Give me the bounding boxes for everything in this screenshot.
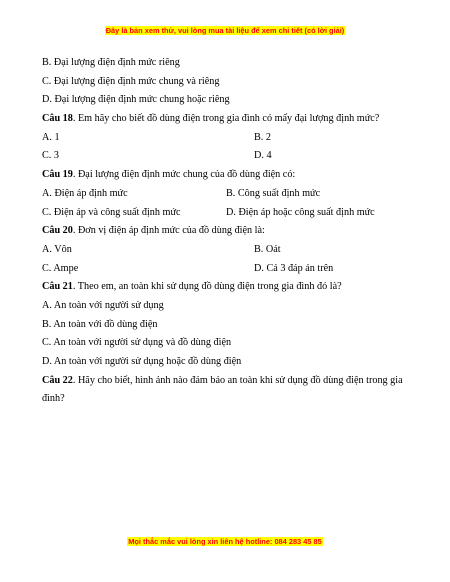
question-text: . Đại lượng điện định mức chung của đồ dùng điện có: [72, 169, 296, 181]
question-18 [42, 110, 412, 129]
options-row [42, 147, 412, 166]
question-text: . Hãy cho biết, hình ảnh nào đảm bảo an toàn khi sử dụng đồ dùng điện trong gia đình? [42, 374, 403, 405]
hotline-text: Mọi thắc mắc vui lòng xin liên hệ hotline: 084 283 45 85 [128, 537, 322, 546]
option-line: B. Đại lượng điện định mức riêng [42, 57, 180, 68]
options-row [42, 129, 412, 148]
option-c: C. Điện áp và công suất định mức [42, 206, 181, 218]
hotline-banner [0, 537, 450, 546]
option-c: C. An toàn với người sử dụng và đồ dùng điện [42, 337, 232, 349]
question-text: . Đơn vị điện áp định mức của đồ dùng điện là: [72, 225, 265, 237]
options-row [42, 185, 412, 204]
preview-notice-text: Đây là bản xem thử, vui lòng mua tài liệu để xem chi tiết (có lời giải) [105, 26, 345, 35]
options-row [42, 241, 412, 260]
option-a: A. An toàn với người sử dụng [42, 299, 164, 311]
question-number: Câu 21 [42, 281, 73, 293]
question-19 [42, 166, 412, 185]
question-number: Câu 19 [42, 169, 73, 181]
option-b: B. 2 [254, 131, 271, 143]
question-text: . Em hãy cho biết đồ dùng điện trong gia đình có mấy đại lượng định mức? [72, 113, 380, 125]
option-b: B. An toàn với đồ dùng điện [42, 318, 158, 330]
option-a: A. 1 [42, 131, 60, 143]
option-a: A. Điện áp định mức [42, 187, 128, 199]
question-22 [42, 372, 412, 409]
option-d: D. Cả 3 đáp án trên [254, 262, 334, 274]
option-c: C. Ampe [42, 262, 79, 274]
option-b: B. Công suất định mức [226, 187, 321, 199]
option-a: A. Vôn [42, 243, 72, 255]
option-b: B. Oát [254, 243, 281, 255]
option-d: D. Điện áp hoặc công suất định mức [226, 206, 375, 218]
options-row [42, 204, 412, 223]
option-line: D. Đại lượng điện định mức chung hoặc riêng [42, 94, 230, 106]
option-d: D. 4 [254, 150, 272, 162]
document-body [42, 54, 412, 409]
question-21 [42, 278, 412, 297]
question-20 [42, 222, 412, 241]
option-line: C. Đại lượng điện định mức chung và riêng [42, 75, 220, 87]
question-text: . Theo em, an toàn khi sử dụng đồ dùng điện trong gia đình đó là? [72, 281, 342, 293]
option-d: D. An toàn với người sử dụng hoặc đồ dùng điện [42, 356, 242, 367]
option-c: C. 3 [42, 150, 59, 162]
options-row [42, 260, 412, 279]
question-number: Câu 20 [42, 225, 73, 237]
question-number: Câu 22 [42, 374, 73, 386]
preview-notice-banner [0, 26, 450, 35]
question-number: Câu 18 [42, 113, 73, 125]
